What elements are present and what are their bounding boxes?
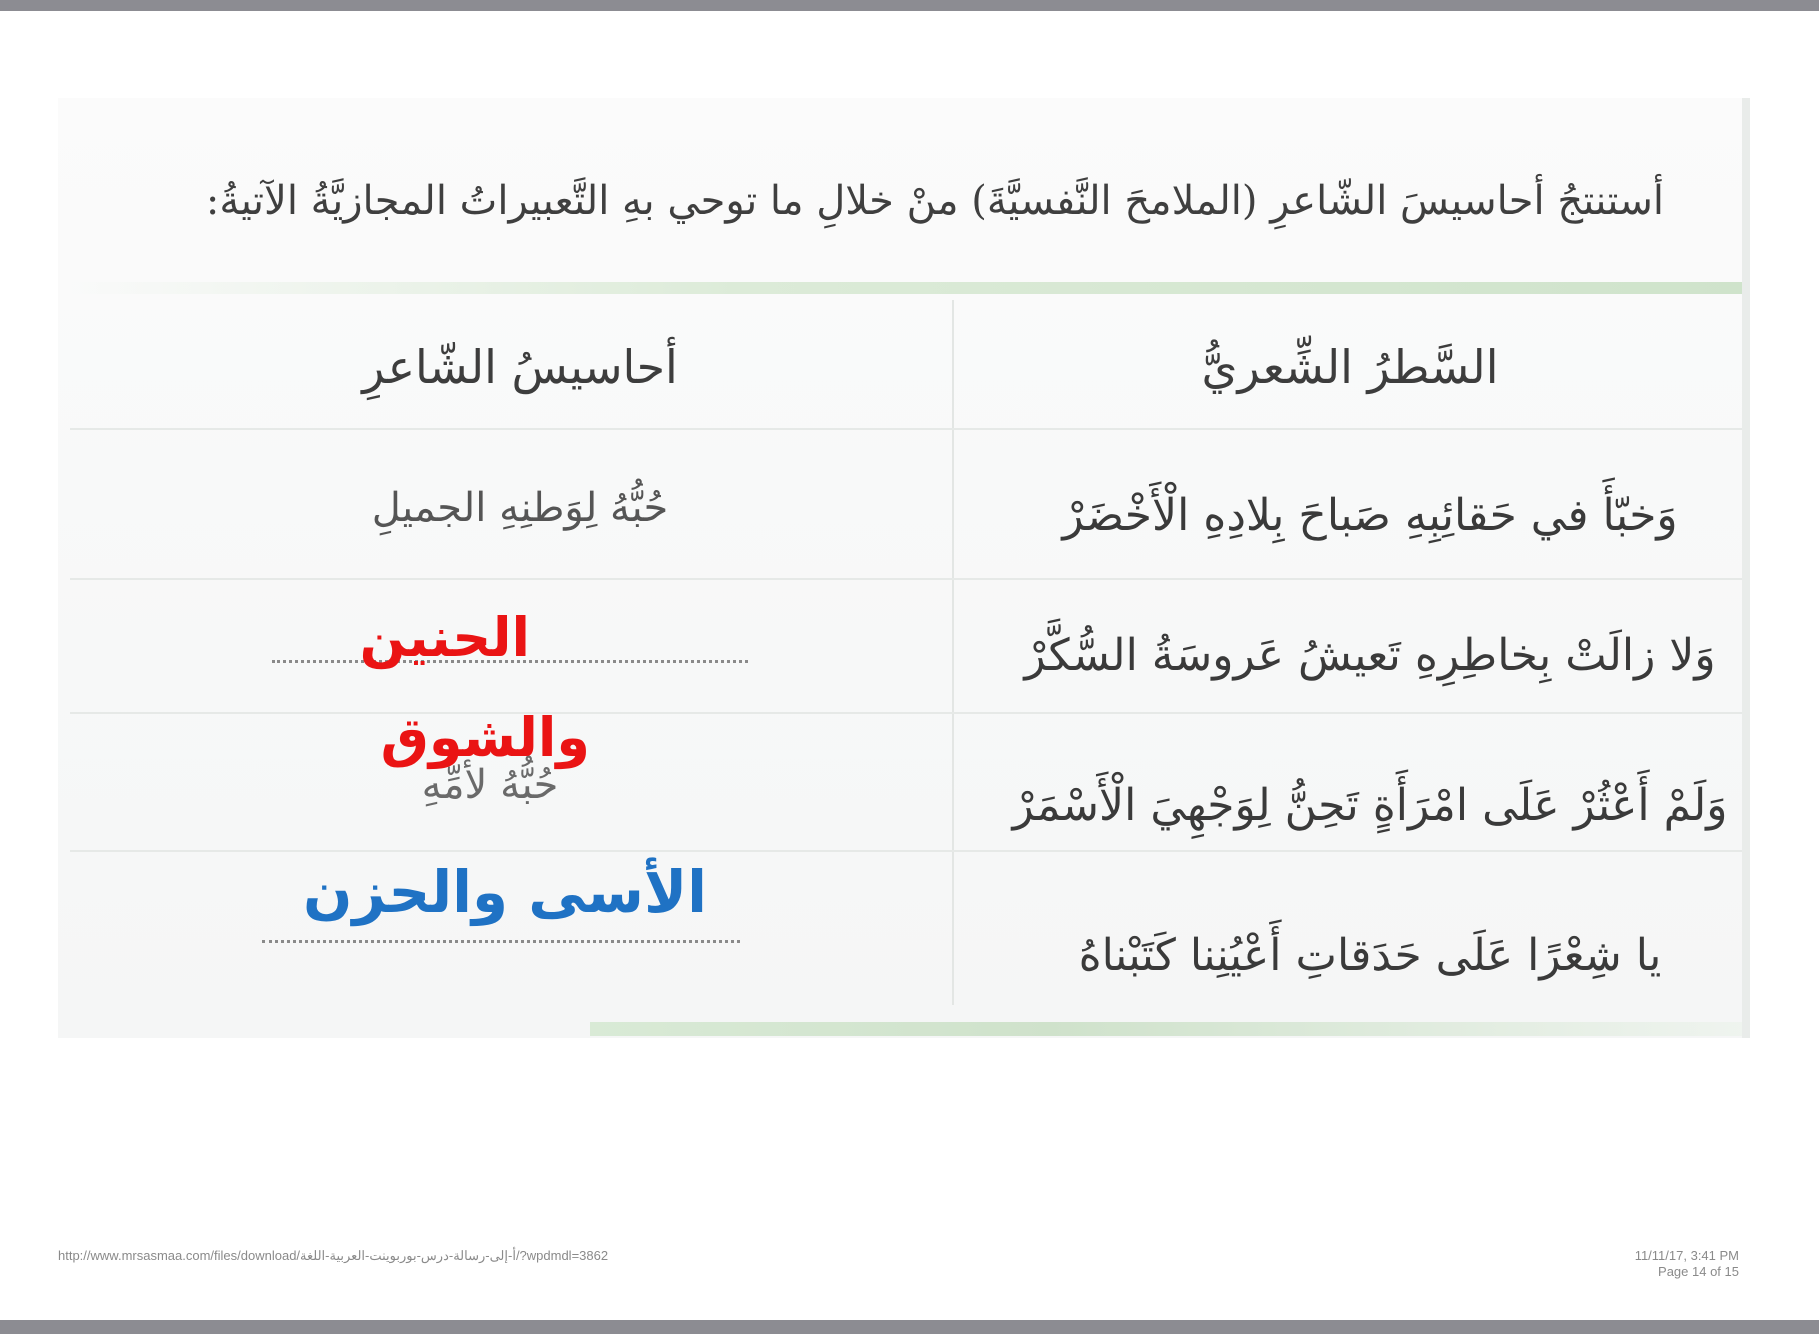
column-divider — [952, 300, 954, 1005]
feeling-row-3: حُبُّهُ لأمِّهِ — [421, 762, 559, 808]
verse-line-1: وَخبّأَ في حَقائِبِهِ صَباحَ بِلادِهِ الْأَخْضَرْ — [1062, 490, 1678, 541]
row-divider — [70, 850, 1742, 852]
footer-datetime: 11/11/17, 3:41 PM — [1634, 1248, 1739, 1263]
feeling-row-1: حُبُّهُ لِوَطنِهِ الجميلِ — [371, 485, 669, 531]
instruction-text: أستنتجُ أحاسيسَ الشّاعرِ (الملامحَ النَّفسيَّةَ) منْ خلالِ ما توحي بهِ التَّعبيراتُ المجازيَّةُ الآتيةُ: — [205, 178, 1664, 224]
header-verse: السَّطرُ الشِّعريُّ — [1201, 340, 1499, 394]
footer-meta — [1635, 1248, 1739, 1280]
verse-line-4: يا شِعْرًا عَلَى حَدَقاتِ أَعْيُنِنا كَتَبْناهُ — [1078, 930, 1662, 981]
verse-line-2: وَلا زالَتْ بِخاطِرِهِ تَعيشُ عَروسَةُ السُّكَّرْ — [1024, 630, 1716, 681]
row-divider — [70, 578, 1742, 580]
answer-blank-row-4 — [262, 940, 740, 943]
answer-blue: الأسى والحزن — [302, 858, 708, 926]
table-bottom-rule — [590, 1022, 1742, 1036]
row-divider — [70, 428, 1742, 430]
page-edge — [1742, 98, 1750, 1038]
answer-red-line-2: والشوق — [380, 706, 590, 769]
table-top-rule — [70, 282, 1742, 294]
header-feelings: أحاسيسُ الشّاعرِ — [362, 340, 678, 394]
verse-line-3: وَلَمْ أَعْثُرْ عَلَى امْرَأَةٍ تَحِنُّ لِوَجْهِيَ الْأَسْمَرْ — [1012, 780, 1728, 831]
answer-red-line-1: الحنين — [359, 606, 530, 669]
viewer-bottom-bar — [0, 1320, 1819, 1334]
viewer-top-bar — [0, 0, 1819, 11]
footer-page-number: Page 14 of 15 — [1658, 1264, 1739, 1279]
footer-url: http://www.mrsasmaa.com/files/download/أ-إلى-رسالة-درس-بوربوينت-العربية-اللغة/?wpdmdl=3862 — [58, 1248, 609, 1263]
